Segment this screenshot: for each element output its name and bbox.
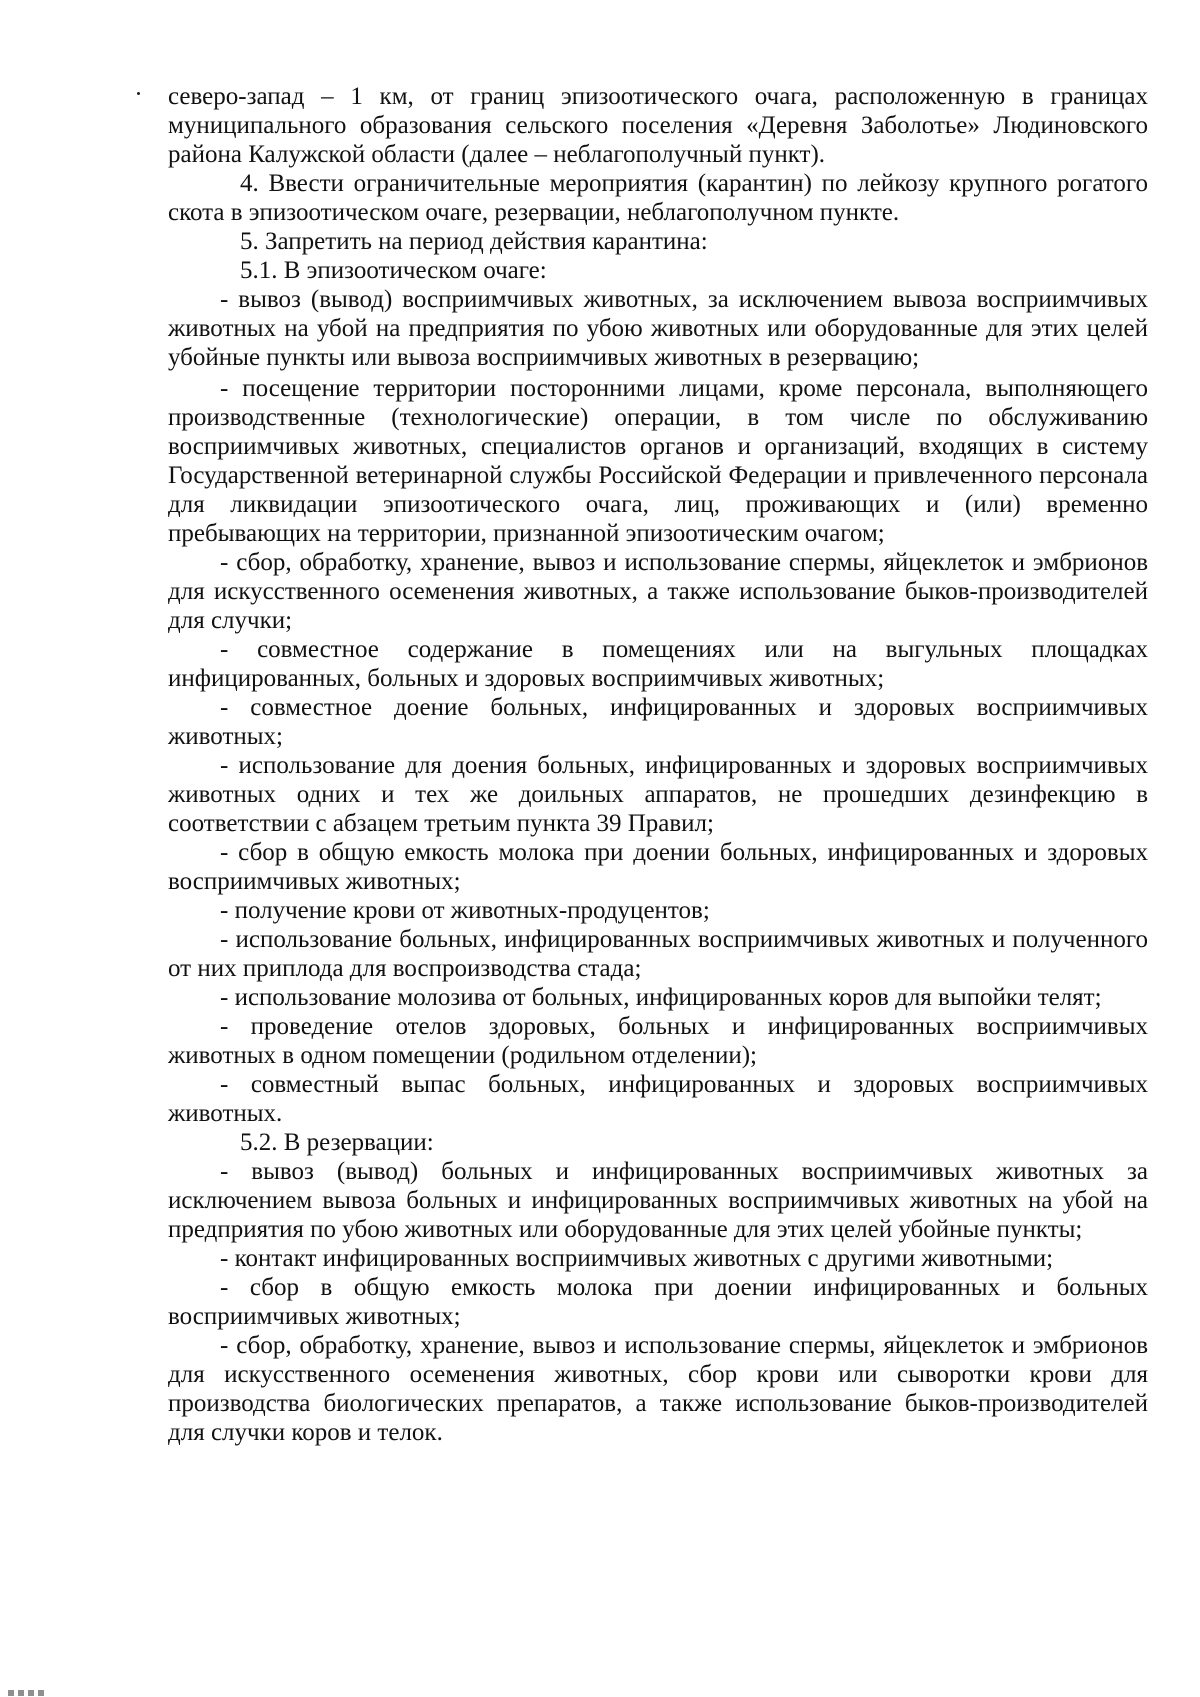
list-item: - использование больных, инфицированных восприимчивых животных и полученного от них приплода для воспроизводства стада; xyxy=(168,926,1148,982)
list-item: - сбор в общую емкость молока при доении больных, инфицированных и здоровых восприимчивых животных; xyxy=(168,839,1148,895)
list-item: - вывоз (вывод) больных и инфицированных восприимчивых животных за исключением вывоза больных и инфицированных восприимчивых животных на убой на предприятия по убою животных или оборудованные для этих целей убойные пункты; xyxy=(168,1158,1148,1243)
paragraph-item-5-2: 5.2. В резервации: xyxy=(240,1129,434,1156)
paragraph-item-4: 4. Ввести ограничительные мероприятия (карантин) по лейкозу крупного рогатого скота в эпизоотическом очаге, резервации, неблагополучном пункте. xyxy=(168,170,1148,226)
paragraph-item-5-1: 5.1. В эпизоотическом очаге: xyxy=(240,257,547,284)
paragraph-item-5: 5. Запретить на период действия карантина: xyxy=(240,228,708,255)
list-item: - посещение территории посторонними лицами, кроме персонала, выполняющего производственные (технологические) операции, в том числе по обслуживанию восприимчивых животных, специалистов органов и организаций, входящих в систему Государственной ветеринарной службы Российской Федерации и привлеченного персонала для ликвидации эпизоотического очага, лиц, проживающих и (или) временно пребывающих на территории, признанной эпизоотическим очагом; xyxy=(168,375,1148,547)
list-item: - проведение отелов здоровых, больных и инфицированных восприимчивых животных в одном помещении (родильном отделении); xyxy=(168,1013,1148,1069)
document-body xyxy=(168,82,1148,1447)
list-item: - сбор, обработку, хранение, вывоз и использование спермы, яйцеклеток и эмбрионов для искусственного осеменения животных, а также использование быков-производителей для случки; xyxy=(168,549,1148,634)
list-item: - совместный выпас больных, инфицированных и здоровых восприимчивых животных. xyxy=(168,1071,1148,1127)
list-item: - совместное доение больных, инфицированных и здоровых восприимчивых животных; xyxy=(168,694,1148,750)
list-item: - сбор, обработку, хранение, вывоз и использование спермы, яйцеклеток и эмбрионов для искусственного осеменения животных, сбор крови или сыворотки крови для производства биологических препаратов, а также использование быков-производителей для случки коров и телок. xyxy=(168,1332,1148,1446)
paragraph-continuation: северо-запад – 1 км, от границ эпизоотического очага, расположенную в границах муниципального образования сельского поселения «Деревня Заболотье» Людиновского района Калужской области (далее – неблагополучный пункт). xyxy=(168,83,1148,168)
list-item: - вывоз (вывод) восприимчивых животных, за исключением вывоза восприимчивых животных на убой на предприятия по убою животных или оборудованные для этих целей убойные пункты или вывоза восприимчивых животных в резервацию; xyxy=(168,286,1148,371)
scan-edge-mark xyxy=(0,1688,58,1697)
list-item: - совместное содержание в помещениях или на выгульных площадках инфицированных, больных и здоровых восприимчивых животных; xyxy=(168,636,1148,692)
list-item: - использование молозива от больных, инфицированных коров для выпойки телят; xyxy=(220,984,1102,1011)
list-item: - контакт инфицированных восприимчивых животных с другими животными; xyxy=(220,1245,1054,1272)
scan-speck xyxy=(137,92,140,95)
list-item: - использование для доения больных, инфицированных и здоровых восприимчивых животных одних и тех же доильных аппаратов, не прошедших дезинфекцию в соответствии с абзацем третьим пункта 39 Правил; xyxy=(168,752,1148,837)
list-item: - получение крови от животных-продуцентов; xyxy=(220,897,710,924)
list-item: - сбор в общую емкость молока при доении инфицированных и больных восприимчивых животных; xyxy=(168,1274,1148,1330)
